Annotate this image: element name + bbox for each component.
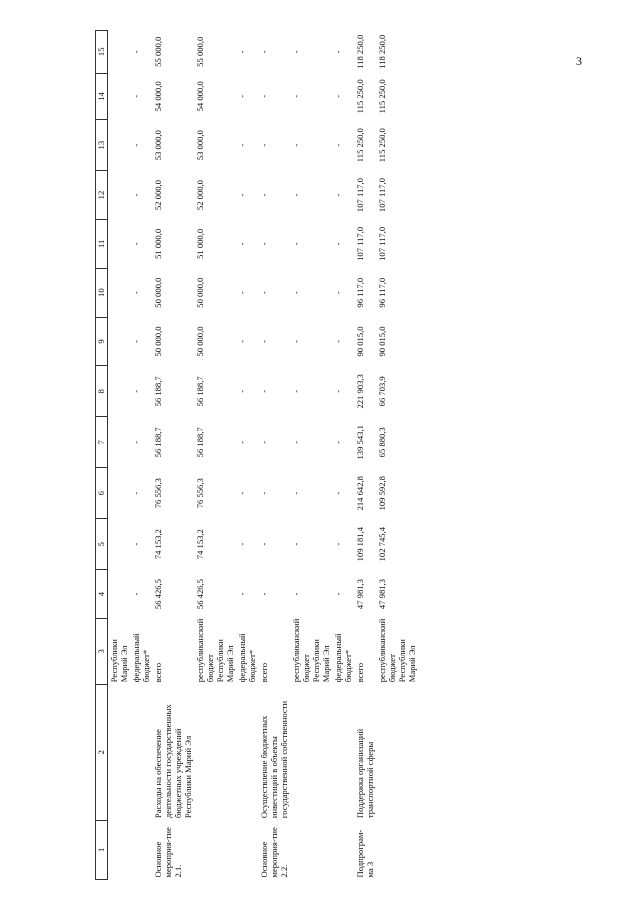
header-cell: 11 — [96, 219, 108, 268]
value-cell: 96 117,0 — [355, 277, 365, 308]
cell-c3: федеральный бюджет* — [333, 633, 353, 683]
table-row — [130, 31, 152, 880]
value-cell: 102 745,4 — [377, 526, 387, 562]
value-cell: - — [237, 389, 247, 393]
cell-c3: всего — [153, 662, 163, 683]
cell-c3: Республики Марий Эл — [109, 639, 129, 683]
value-cell: - — [131, 440, 141, 444]
value-cell: - — [291, 491, 301, 495]
value-cell: 50 000,0 — [153, 326, 163, 357]
value-cell: - — [333, 193, 343, 197]
value-cell: 90 015,0 — [355, 326, 365, 357]
value-cell: 107 117,0 — [377, 226, 387, 261]
value-cell — [108, 120, 131, 171]
value-cell: 56 426,5 — [195, 579, 205, 610]
value-cell: - — [291, 193, 301, 197]
value-cell: - — [131, 491, 141, 495]
value-cell: - — [131, 50, 141, 54]
value-cell: - — [291, 340, 301, 343]
value-cell: 53 000,0 — [195, 130, 205, 161]
header-cell: 7 — [96, 417, 108, 468]
header-cell: 14 — [96, 73, 108, 120]
cell-c1 — [236, 820, 258, 879]
value-cell: 66 703,9 — [377, 376, 387, 407]
value-cell: - — [131, 340, 141, 343]
cell-c2 — [332, 684, 354, 820]
value-cell — [108, 468, 131, 519]
cell-c3: республиканский бюджет Республики Марий Эл — [377, 618, 417, 683]
value-cell: - — [131, 542, 141, 546]
value-cell: - — [333, 491, 343, 495]
value-cell: 51 000,0 — [195, 228, 205, 259]
cell-c2 — [108, 684, 131, 820]
value-cell: - — [259, 491, 269, 495]
cell-c1: Основное мероприя-тие 2.2. — [259, 827, 289, 878]
table-row — [290, 31, 332, 880]
value-cell: 56 188,7 — [153, 427, 163, 458]
value-cell: - — [291, 440, 301, 444]
cell-c3: республиканский бюджет Республики Марий Эл — [195, 618, 235, 683]
value-cell: 115 250,0 — [355, 79, 365, 114]
cell-c1 — [290, 820, 332, 879]
value-cell — [108, 268, 131, 317]
value-cell: 96 117,0 — [377, 277, 387, 308]
header-cell: 12 — [96, 171, 108, 220]
cell-c1: Подпрограм-ма 3 — [355, 829, 375, 878]
header-cell: 13 — [96, 120, 108, 171]
cell-c3: всего — [355, 662, 365, 683]
value-cell: - — [333, 542, 343, 546]
value-cell: 109 181,4 — [355, 526, 365, 562]
value-cell: 52 000,0 — [153, 180, 163, 211]
cell-c3: федеральный бюджет* — [131, 633, 151, 683]
cell-c2 — [376, 684, 418, 820]
value-cell: 214 642,8 — [355, 476, 365, 511]
value-cell: 52 000,0 — [195, 180, 205, 211]
value-cell: - — [237, 193, 247, 197]
value-cell: - — [259, 389, 269, 393]
value-cell: 65 880,3 — [377, 427, 387, 458]
value-cell: - — [259, 542, 269, 546]
value-cell: - — [259, 340, 269, 343]
value-cell: - — [259, 592, 269, 596]
value-cell: - — [237, 242, 247, 246]
cell-c2 — [194, 684, 236, 820]
cell-c2: Расходы на обеспечение деятельности государственных бюджетных учреждений Республики Марий Эл — [153, 704, 193, 819]
value-cell — [108, 417, 131, 468]
value-cell: 50 000,0 — [153, 277, 163, 308]
value-cell — [108, 73, 131, 120]
value-cell: 55 000,0 — [195, 36, 205, 67]
value-cell: - — [131, 242, 141, 246]
header-cell: 4 — [96, 570, 108, 619]
value-cell: - — [131, 94, 141, 98]
value-cell: - — [291, 94, 301, 98]
value-cell: 50 000,0 — [195, 277, 205, 308]
value-cell: - — [333, 291, 343, 295]
value-cell — [108, 519, 131, 570]
cell-c1 — [194, 820, 236, 879]
cell-c3: республиканский бюджет Республики Марий Эл — [291, 618, 331, 683]
value-cell: - — [259, 193, 269, 197]
value-cell: 74 153,2 — [195, 529, 205, 560]
value-cell: 56 188,7 — [153, 376, 163, 407]
header-cell: 5 — [96, 519, 108, 570]
header-cell: 15 — [96, 31, 108, 74]
table-row — [354, 31, 376, 880]
table-row — [194, 31, 236, 880]
value-cell: 54 000,0 — [195, 81, 205, 112]
value-cell: 54 000,0 — [153, 81, 163, 112]
table-row — [376, 31, 418, 880]
value-cell: - — [237, 50, 247, 54]
value-cell: 47 981,3 — [355, 579, 365, 610]
cell-c3: федеральный бюджет* — [237, 633, 257, 683]
value-cell: - — [237, 440, 247, 444]
value-cell: 53 000,0 — [153, 130, 163, 161]
value-cell: - — [333, 389, 343, 393]
table-row — [258, 31, 290, 880]
value-cell: 56 426,5 — [153, 579, 163, 610]
value-cell: 115 250,0 — [377, 128, 387, 163]
cell-c2 — [130, 684, 152, 820]
value-cell: 109 592,8 — [377, 476, 387, 511]
value-cell: - — [291, 389, 301, 393]
value-cell: - — [291, 291, 301, 295]
value-cell: 115 250,0 — [355, 128, 365, 163]
value-cell: - — [333, 340, 343, 343]
value-cell: 221 903,3 — [355, 374, 365, 409]
cell-c1 — [108, 820, 131, 879]
cell-c1 — [130, 820, 152, 879]
value-cell: - — [237, 592, 247, 596]
value-cell: - — [291, 542, 301, 546]
cell-c2 — [236, 684, 258, 820]
value-cell — [108, 31, 131, 74]
value-cell: - — [237, 143, 247, 147]
value-cell: - — [259, 94, 269, 98]
value-cell: - — [131, 143, 141, 147]
value-cell: 107 117,0 — [355, 178, 365, 213]
value-cell: - — [333, 50, 343, 54]
value-cell: - — [259, 143, 269, 147]
value-cell: - — [237, 340, 247, 343]
value-cell: 56 188,7 — [195, 376, 205, 407]
value-cell: - — [333, 94, 343, 98]
value-cell: - — [333, 440, 343, 444]
value-cell: - — [237, 94, 247, 98]
value-cell: - — [131, 592, 141, 596]
header-cell: 8 — [96, 366, 108, 417]
value-cell: 76 556,3 — [195, 478, 205, 509]
value-cell: 50 000,0 — [195, 326, 205, 357]
value-cell: 107 117,0 — [377, 178, 387, 213]
value-cell — [108, 171, 131, 220]
page-number: 3 — [576, 54, 582, 68]
value-cell: 107 117,0 — [355, 226, 365, 261]
table-row — [236, 31, 258, 880]
value-cell: - — [291, 592, 301, 596]
value-cell: 74 153,2 — [153, 529, 163, 560]
value-cell: - — [131, 291, 141, 295]
value-cell: - — [259, 291, 269, 295]
cell-c2: Поддержка организаций транспортной сферы — [355, 728, 375, 819]
header-row — [96, 31, 108, 880]
header-cell: 6 — [96, 468, 108, 519]
cell-c1: Основное мероприя-тие 2.1. — [153, 827, 183, 878]
value-cell — [108, 317, 131, 366]
value-cell: - — [333, 242, 343, 246]
value-cell: - — [291, 50, 301, 54]
header-cell: 2 — [96, 684, 108, 820]
table-row — [108, 31, 131, 880]
value-cell: 90 015,0 — [377, 326, 387, 357]
value-cell: - — [237, 491, 247, 495]
value-cell: - — [333, 143, 343, 147]
budget-table — [95, 30, 418, 880]
table-row — [152, 31, 194, 880]
value-cell: 139 543,1 — [355, 425, 365, 460]
cell-c1 — [332, 820, 354, 879]
value-cell: 115 250,0 — [377, 79, 387, 114]
value-cell: - — [333, 592, 343, 596]
value-cell: 56 188,7 — [195, 427, 205, 458]
header-cell: 9 — [96, 317, 108, 366]
value-cell: 118 250,0 — [355, 34, 365, 69]
header-cell: 10 — [96, 268, 108, 317]
value-cell: - — [291, 242, 301, 246]
value-cell: 47 981,3 — [377, 579, 387, 610]
value-cell: - — [259, 242, 269, 246]
table-body — [96, 31, 419, 880]
cell-c1 — [376, 820, 418, 879]
value-cell: 51 000,0 — [153, 228, 163, 259]
cell-c2 — [290, 684, 332, 820]
rotated-table-wrapper — [95, 30, 535, 880]
header-cell: 3 — [96, 618, 108, 684]
value-cell: - — [291, 143, 301, 147]
header-cell: 1 — [96, 820, 108, 879]
value-cell — [108, 366, 131, 417]
value-cell: 76 556,3 — [153, 478, 163, 509]
value-cell: - — [259, 50, 269, 54]
cell-c3: всего — [259, 662, 269, 683]
value-cell — [108, 570, 131, 619]
value-cell: - — [237, 291, 247, 295]
value-cell: - — [237, 542, 247, 546]
value-cell: - — [131, 389, 141, 393]
value-cell: 118 250,0 — [377, 34, 387, 69]
value-cell — [108, 219, 131, 268]
value-cell: - — [259, 440, 269, 444]
value-cell: - — [131, 193, 141, 197]
value-cell: 55 000,0 — [153, 36, 163, 67]
table-row — [332, 31, 354, 880]
cell-c2: Осуществление бюджетных инвестиций в объекты государственной собственности — [259, 700, 289, 819]
